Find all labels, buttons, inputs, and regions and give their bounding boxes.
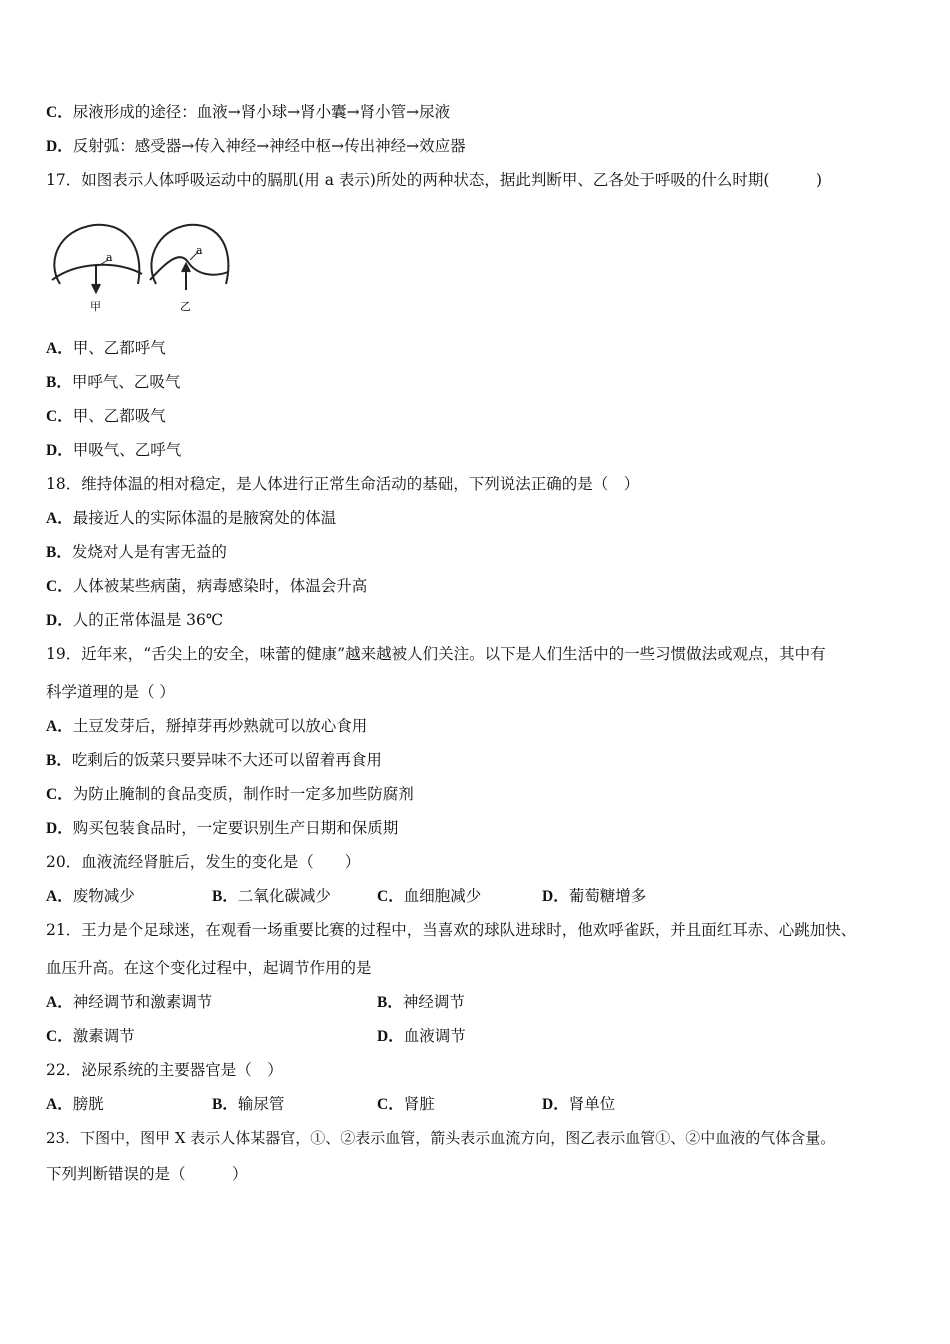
option-text: 购买包装食品时，一定要识别生产日期和保质期 [72, 819, 399, 837]
q17-option-c[interactable] [46, 406, 166, 427]
q20-options-row [0, 886, 950, 906]
question-20-stem: 20．血液流经肾脏后，发生的变化是（ ） [46, 853, 361, 871]
option-text: 土豆发芽后，掰掉芽再炒熟就可以放心食用 [72, 717, 368, 735]
option-letter: C． [377, 1096, 404, 1113]
q17-option-a[interactable] [46, 338, 166, 359]
caption-yi: 乙 [180, 300, 191, 312]
option-text: 人的正常体温是 36℃ [72, 611, 224, 629]
option-letter: A． [46, 510, 73, 527]
option-text: 甲、乙都吸气 [72, 407, 166, 425]
figure-jia [52, 225, 142, 292]
q20-option-b[interactable] [212, 886, 331, 907]
option-letter: A． [46, 888, 73, 905]
option-text: 反射弧：感受器→传入神经→神经中枢→传出神经→效应器 [72, 137, 466, 155]
q22-option-b[interactable] [212, 1094, 284, 1115]
option-d[interactable] [46, 136, 466, 157]
q22-option-d[interactable] [542, 1094, 615, 1115]
option-letter: A． [46, 1096, 73, 1113]
option-letter: D． [542, 888, 569, 905]
q21-options-row-2 [0, 1026, 950, 1046]
label-a-jia: a [106, 251, 113, 264]
option-text: 最接近人的实际体温的是腋窝处的体温 [72, 509, 337, 527]
q17-option-b[interactable] [46, 372, 180, 393]
q22-options-row [0, 1094, 950, 1114]
question-23-stem-line1: 23．下图中，图甲 X 表示人体某器官，①、②表示血管，箭头表示血流方向，图乙表示血管①、②中血液的气体含量。 [46, 1129, 836, 1147]
option-letter: B． [46, 752, 72, 769]
option-text: 输尿管 [237, 1095, 285, 1113]
option-text: 废物减少 [72, 887, 135, 905]
figure-yi [150, 225, 228, 290]
option-text: 肾单位 [568, 1095, 616, 1113]
option-letter: D． [46, 612, 73, 629]
q18-option-b[interactable] [46, 542, 227, 563]
arrow-head-jia [92, 284, 100, 292]
option-letter: A． [46, 718, 73, 735]
option-letter: D． [46, 138, 73, 155]
caption-jia: 甲 [90, 300, 101, 312]
q18-option-d[interactable] [46, 610, 223, 631]
q22-option-a[interactable] [46, 1094, 104, 1115]
option-letter: D． [542, 1096, 569, 1113]
option-text: 神经调节 [402, 993, 465, 1011]
q18-option-c[interactable] [46, 576, 367, 597]
question-21-stem-line2: 血压升高。在这个变化过程中，起调节作用的是 [46, 959, 372, 977]
option-letter: B． [46, 544, 72, 561]
q21-option-b[interactable] [377, 992, 465, 1013]
option-text: 发烧对人是有害无益的 [71, 543, 227, 561]
option-text: 人体被某些病菌，病毒感染时，体温会升高 [72, 577, 368, 595]
arrow-head-yi [182, 264, 190, 272]
option-text: 膀胱 [72, 1095, 104, 1113]
question-23-stem-line2: 下列判断错误的是（ ） [46, 1165, 248, 1183]
option-letter: B． [46, 374, 72, 391]
q22-option-c[interactable] [377, 1094, 435, 1115]
option-letter: B． [377, 994, 403, 1011]
q20-option-d[interactable] [542, 886, 646, 907]
q19-option-c[interactable] [46, 784, 414, 805]
option-text: 血液调节 [403, 1027, 466, 1045]
option-letter: C． [377, 888, 404, 905]
option-text: 葡萄糖增多 [568, 887, 647, 905]
option-letter: C． [46, 408, 73, 425]
q17-option-d[interactable] [46, 440, 181, 461]
option-text: 肾脏 [403, 1095, 435, 1113]
q20-option-c[interactable] [377, 886, 481, 907]
question-22-stem: 22．泌尿系统的主要器官是（ ） [46, 1061, 283, 1079]
option-letter: C． [46, 786, 73, 803]
question-21-stem-line1: 21．王力是个足球迷，在观看一场重要比赛的过程中，当喜欢的球队进球时，他欢呼雀跃，并且面红耳赤、心跳加快、 [46, 921, 857, 939]
q19-option-d[interactable] [46, 818, 398, 839]
question-19-stem-line2: 科学道理的是（ ） [46, 683, 175, 701]
q21-options-row-1 [0, 992, 950, 1012]
option-letter: D． [46, 820, 73, 837]
option-text: 尿液形成的途径：血液→肾小球→肾小囊→肾小管→尿液 [72, 103, 451, 121]
option-letter: B． [212, 888, 238, 905]
q20-option-a[interactable] [46, 886, 135, 907]
option-letter: A． [46, 994, 73, 1011]
option-letter: D． [377, 1028, 404, 1045]
option-c[interactable] [46, 102, 450, 123]
label-a-yi: a [196, 244, 203, 257]
option-text: 血细胞减少 [403, 887, 482, 905]
option-letter: B． [212, 1096, 238, 1113]
q21-option-a[interactable] [46, 992, 212, 1013]
option-letter: A． [46, 340, 73, 357]
q21-option-d[interactable] [377, 1026, 466, 1047]
question-17-stem: 17．如图表示人体呼吸运动中的膈肌(用 a 表示)所处的两种状态，据此判断甲、乙各处于呼吸的什么时期( ) [46, 171, 823, 189]
question-19-stem-line1: 19．近年来，“舌尖上的安全，味蕾的健康”越来越被人们关注。以下是人们生活中的一些习惯做法或观点，其中有 [46, 645, 826, 663]
q21-option-c[interactable] [46, 1026, 135, 1047]
option-text: 神经调节和激素调节 [72, 993, 213, 1011]
option-text: 吃剩后的饭菜只要异味不大还可以留着再食用 [71, 751, 382, 769]
option-text: 激素调节 [72, 1027, 135, 1045]
option-text: 甲呼气、乙吸气 [71, 373, 181, 391]
option-letter: C． [46, 104, 73, 121]
option-text: 二氧化碳减少 [237, 887, 331, 905]
option-text: 甲、乙都呼气 [72, 339, 166, 357]
question-18-stem: 18．维持体温的相对稳定，是人体进行正常生命活动的基础，下列说法正确的是（ ） [46, 475, 640, 493]
option-text: 为防止腌制的食品变质，制作时一定多加些防腐剂 [72, 785, 414, 803]
option-letter: D． [46, 442, 73, 459]
q19-option-b[interactable] [46, 750, 382, 771]
option-letter: C． [46, 578, 73, 595]
option-text: 甲吸气、乙呼气 [72, 441, 182, 459]
q18-option-a[interactable] [46, 508, 336, 529]
q19-option-a[interactable] [46, 716, 367, 737]
diaphragm-figure [46, 222, 232, 312]
option-letter: C． [46, 1028, 73, 1045]
